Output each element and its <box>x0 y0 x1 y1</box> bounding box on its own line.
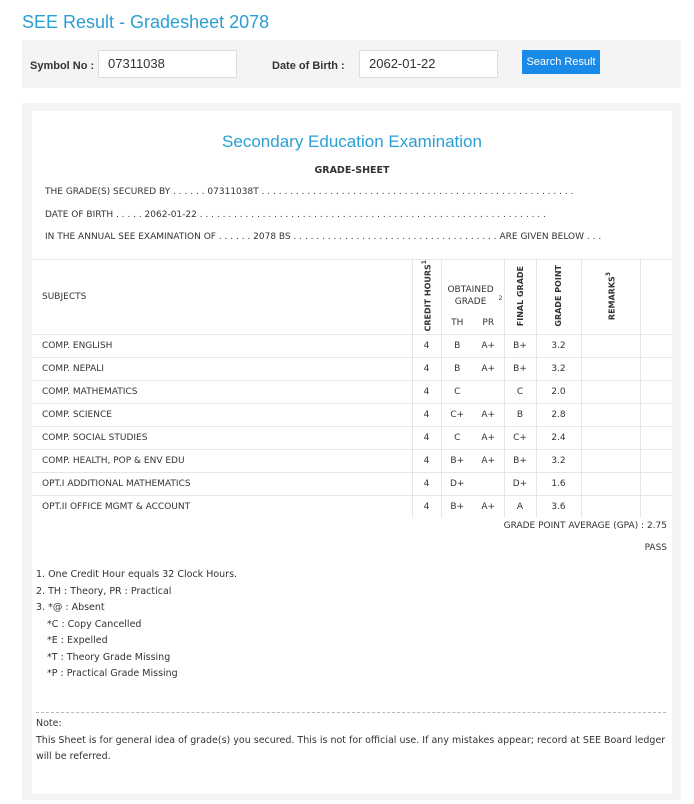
note-item: *T : Theory Grade Missing <box>47 651 171 663</box>
note-item: 3. *@ : Absent <box>36 602 105 613</box>
table-row <box>32 335 672 358</box>
table-row <box>32 427 672 450</box>
cell-remarks <box>581 404 640 427</box>
cell-remarks <box>581 450 640 473</box>
pr-header: PR <box>482 317 495 328</box>
secured-by-line: THE GRADE(S) SECURED BY . . . . . . 07311038T . . . . . . . . . . . . . . . . . . . . . . . . . . . . . . . . . . . . . . . . . . . . . . . . . . . . . . . <box>45 187 574 197</box>
cell-credit: 4 <box>412 358 441 381</box>
cell-empty <box>640 473 672 496</box>
gradesheet-panel <box>22 103 681 800</box>
cell-th: B <box>441 335 473 358</box>
cell-gp: 2.0 <box>536 381 581 404</box>
cell-subject: COMP. NEPALI <box>32 358 412 381</box>
cell-final: C+ <box>504 427 536 450</box>
cell-credit: 4 <box>412 473 441 496</box>
cell-gp: 2.4 <box>536 427 581 450</box>
cell-pr <box>473 473 504 496</box>
cell-remarks <box>581 358 640 381</box>
cell-credit: 4 <box>412 335 441 358</box>
obtained-grade-header: OBTAINED GRADE $^2$ <box>441 260 504 311</box>
date-of-birth-line: DATE OF BIRTH . . . . . 2062-01-22 . . . . . . . . . . . . . . . . . . . . . . . . . . . . . . . . . . . . . . . . . . . . . . . . . . . . . . . . . . . . . <box>45 210 546 220</box>
cell-gp: 3.6 <box>536 496 581 519</box>
cell-final: B <box>504 404 536 427</box>
cell-th: B <box>441 358 473 381</box>
note-item: *P : Practical Grade Missing <box>47 668 178 679</box>
cell-credit: 4 <box>412 450 441 473</box>
cell-credit: 4 <box>412 427 441 450</box>
table-row <box>32 473 672 496</box>
cell-th: C+ <box>441 404 473 427</box>
search-result-button[interactable]: Search Result <box>522 50 600 74</box>
cell-pr: A+ <box>473 358 504 381</box>
table-row <box>32 404 672 427</box>
cell-th: C <box>441 427 473 450</box>
divider <box>36 712 666 713</box>
cell-th: C <box>441 381 473 404</box>
cell-final: B+ <box>504 335 536 358</box>
grades-table <box>32 259 672 518</box>
cell-pr: A+ <box>473 335 504 358</box>
th-header: TH <box>441 311 473 335</box>
symbol-no-input[interactable]: 07311038 <box>98 50 237 78</box>
cell-credit: 4 <box>412 381 441 404</box>
cell-gp: 3.2 <box>536 335 581 358</box>
cell-pr: A+ <box>473 427 504 450</box>
cell-gp: 2.8 <box>536 404 581 427</box>
table-row <box>32 496 672 519</box>
page-title: SEE Result - Gradesheet 2078 <box>22 12 270 32</box>
cell-remarks <box>581 473 640 496</box>
cell-subject: COMP. HEALTH, POP & ENV EDU <box>32 450 412 473</box>
cell-gp: 1.6 <box>536 473 581 496</box>
grade-point-header: GRADE POINT <box>536 260 581 335</box>
cell-final: D+ <box>504 473 536 496</box>
cell-th: B+ <box>441 496 473 519</box>
gradesheet <box>32 111 672 794</box>
cell-th: B+ <box>441 450 473 473</box>
cell-empty <box>640 427 672 450</box>
cell-empty <box>640 358 672 381</box>
note-item: *E : Expelled <box>47 635 108 646</box>
cell-pr <box>473 381 504 404</box>
cell-empty <box>640 381 672 404</box>
table-row <box>32 450 672 473</box>
note-item: 1. One Credit Hour equals 32 Clock Hours. <box>36 569 238 580</box>
gradesheet-subtitle: GRADE-SHEET <box>314 165 390 176</box>
date-of-birth-label: Date of Birth : <box>272 60 345 72</box>
note-item: *C : Copy Cancelled <box>47 618 142 630</box>
date-of-birth-input[interactable]: 2062-01-22 <box>359 50 498 78</box>
exam-title: Secondary Education Examination <box>222 132 482 151</box>
remarks-header: REMARKS$^3$ <box>581 260 640 335</box>
cell-remarks <box>581 496 640 519</box>
table-row <box>32 381 672 404</box>
search-bar <box>22 40 681 88</box>
cell-subject: COMP. MATHEMATICS <box>32 381 412 404</box>
cell-credit: 4 <box>412 404 441 427</box>
annual-exam-line: IN THE ANNUAL SEE EXAMINATION OF . . . . . . 2078 BS . . . . . . . . . . . . . . . . . . . . . . . . . . . . . . . . . . . . ARE GIVEN BELOW . . . <box>45 232 602 242</box>
result-text: PASS <box>644 543 667 553</box>
cell-subject: COMP. SCIENCE <box>32 404 412 427</box>
note-item: 2. TH : Theory, PR : Practical <box>36 585 172 597</box>
cell-subject: OPT.II OFFICE MGMT & ACCOUNT <box>32 496 412 519</box>
cell-remarks <box>581 335 640 358</box>
cell-empty <box>640 450 672 473</box>
gpa-text: GRADE POINT AVERAGE (GPA) : 2.75 <box>503 521 667 531</box>
note-label: Note: <box>36 718 62 729</box>
cell-empty <box>640 496 672 519</box>
notes-list <box>36 569 237 685</box>
cell-remarks <box>581 381 640 404</box>
symbol-no-label: Symbol No : <box>30 60 95 72</box>
empty-header <box>640 260 672 335</box>
cell-subject: COMP. SOCIAL STUDIES <box>32 427 412 450</box>
subjects-header: SUBJECTS <box>32 260 412 335</box>
final-grade-header: FINAL GRADE <box>504 260 536 335</box>
credit-hours-header: CREDIT HOURS$^1$ <box>412 260 441 335</box>
cell-pr: A+ <box>473 404 504 427</box>
cell-pr: A+ <box>473 496 504 519</box>
cell-final: B+ <box>504 358 536 381</box>
cell-empty <box>640 335 672 358</box>
table-row <box>32 358 672 381</box>
cell-empty <box>640 404 672 427</box>
cell-credit: 4 <box>412 496 441 519</box>
cell-final: A <box>504 496 536 519</box>
cell-th: D+ <box>441 473 473 496</box>
cell-gp: 3.2 <box>536 358 581 381</box>
cell-final: C <box>504 381 536 404</box>
note-text: This Sheet is for general idea of grade(s) you secured. This is not for official use. If any mistakes appear; record at SEE Board ledger will be referred. <box>36 734 666 762</box>
cell-subject: OPT.I ADDITIONAL MATHEMATICS <box>32 473 412 496</box>
cell-pr: A+ <box>473 450 504 473</box>
cell-remarks <box>581 427 640 450</box>
cell-subject: COMP. ENGLISH <box>32 335 412 358</box>
cell-gp: 3.2 <box>536 450 581 473</box>
footer-note <box>36 716 666 766</box>
cell-final: B+ <box>504 450 536 473</box>
